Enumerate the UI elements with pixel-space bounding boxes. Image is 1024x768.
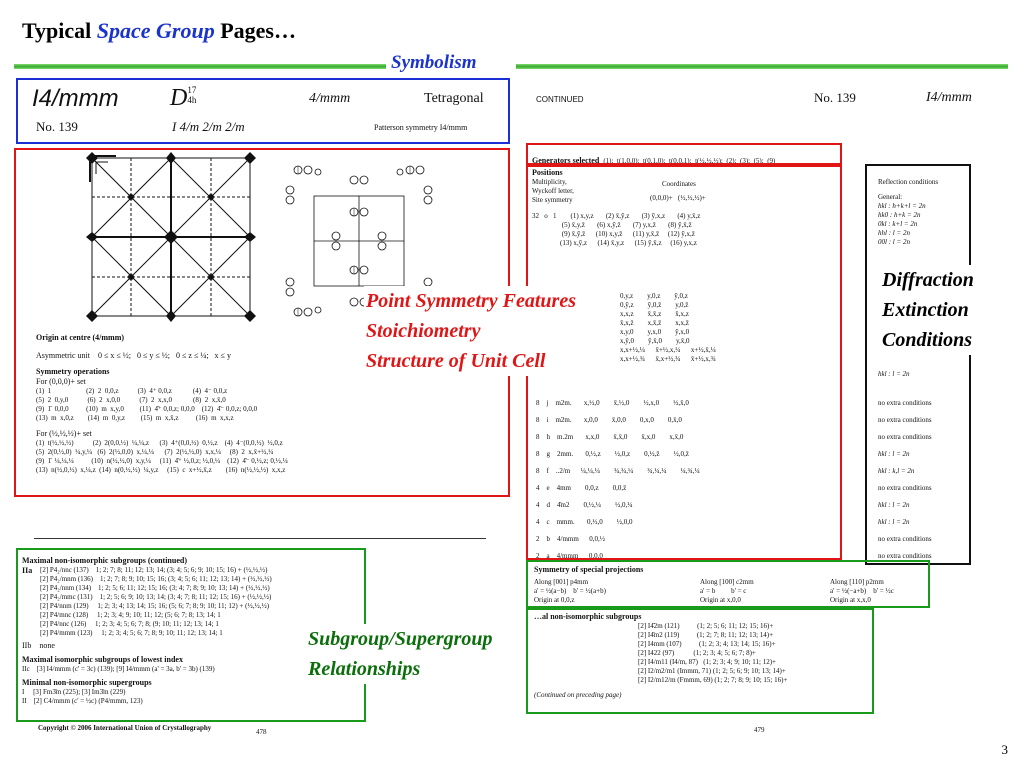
set1-line: (5) 2 0,y,0 (6) 2 x,0,0 (7) 2 x,x,0 (8) 2 x,x̄,0 (36, 396, 226, 404)
coordinates-label: Coordinates (662, 180, 696, 188)
green-divider-left (14, 64, 386, 69)
projection-110: Along [110] p2mm a' = ½(−a+b) b' = ½c Origin at x,x,0 (830, 578, 894, 604)
refl-special: hkl : l = 2n (878, 518, 910, 526)
iia-line: [2] P4/mnc (128) 1; 2; 3; 4; 9; 10; 11; 12; (5; 6; 7; 8; 13; 14; 1 (40, 611, 221, 619)
minimal-title: Minimal non-isomorphic supergroups (22, 678, 152, 687)
wyckoff-row: 8 f ..2/m ¼,¼,¼ ¾,¾,¼ ¾,¼,¼ ¼,¾,¼ (536, 467, 700, 475)
wyckoff-row: 2 b 4/mmm 0,0,½ (536, 535, 606, 543)
refl-special: no extra conditions (878, 433, 932, 441)
callout-subgroup: Subgroup/Supergroup Relationships (306, 624, 495, 684)
positions-title: Positions (532, 168, 563, 177)
iia-line: [2] P4₂/mmc (131) 1; 2; 5; 6; 9; 10; 13; 14; (3; 4; 7; 8; 11; 12; 15; 16) + (½,½,½) (40, 593, 272, 601)
hm-symbol: I4/mmm (32, 85, 119, 112)
iia-label: IIa (22, 566, 33, 575)
refl-general-label: General: (878, 193, 903, 201)
wyckoff-row: 8 h m.2m x,x,0 x̄,x̄,0 x̄,x,0 x,x̄,0 (536, 433, 684, 441)
refl-general-line: 0kl : k+l = 2n (878, 220, 918, 228)
general-line: (5) x̄,y,z̄ (6) x,ȳ,z̄ (7) y,x,z̄ (8) ȳ,x̄,z̄ (532, 221, 692, 229)
set2-line: (5) 2(0,½,0) ¼,y,¼ (6) 2(½,0,0) x,¼,¼ (7) 2(½,½,0) x,x,¼ (8) 2 x,x̄+½,¼ (36, 448, 274, 456)
projection-001: Along [001] p4mm a' = ½(a−b) b' = ½(a+b) Origin at 0,0,z (534, 578, 606, 604)
set2-line: (1) t(½,½,½) (2) 2(0,0,½) ¼,¼,z (3) 4⁺(0,0,½) 0,½,z (4) 4⁻(0,0,½) ½,0,z (36, 439, 283, 447)
projections-title: Symmetry of special projections (534, 565, 644, 574)
copyright: Copyright © 2006 International Union of Crystallography (38, 724, 212, 732)
wyckoff-row: 4 e 4mm 0,0,z 0,0,z̄ (536, 484, 627, 492)
refl-special: no extra conditions (878, 399, 932, 407)
iia-line: [2] P4₂/mnm (136) 1; 2; 7; 8; 9; 10; 15; 16; (3; 4; 5; 6; 11; 12; 13; 14) + (½,½,½) (40, 575, 272, 583)
minimal-ii: II [2] C4/mmm (c' = ½c) (P4/mmm, 123) (22, 697, 143, 705)
green-divider-right (516, 64, 1008, 69)
maximal-title: Maximal non-isomorphic subgroups (continued) (22, 556, 187, 565)
full-symbol: I 4/m 2/m 2/m (172, 119, 245, 134)
wyckoff-row: 4 c mmm. 0,½,0 ½,0,0 (536, 518, 633, 526)
subgroup-line: [2] I4mm (107) (1; 2; 3; 4; 13; 14; 15; 16)+ (638, 640, 776, 648)
subgroup-line: [2] I4/m11 (I4/m, 87) (1; 2; 3; 4; 9; 10; 11; 12)+ (638, 658, 776, 666)
projection-100: Along [100] c2mm a' = b b' = c Origin at x,0,0 (700, 578, 754, 604)
set1-title: For (0,0,0)+ set (36, 377, 86, 386)
refl-special: hkl : l = 2n (878, 450, 910, 458)
page-divider (34, 538, 486, 539)
subgroup-line: [2] I4̄2m (121) (1; 2; 5; 6; 11; 12; 15; 16)+ (638, 622, 774, 630)
partial-line: x,x+½,¾ x̄,x+½,¾ x̄+½,x,¾ (620, 355, 716, 363)
iia-line: [2] P4/nnm (129) 1; 2; 3; 4; 13; 14; 15; 16; (5; 6; 7; 8; 9; 10; 11; 12) + (½,½,½) (40, 602, 270, 610)
wyckoff-row: 2 a 4/mmm 0,0,0 (536, 552, 603, 560)
refl-general-line: hhl : l = 2n (878, 229, 910, 237)
refl-special: hkl : l = 2n (878, 501, 910, 509)
header-symbol-box (16, 78, 510, 144)
asymmetric-unit: Asymmetric unit 0 ≤ x ≤ ½; 0 ≤ y ≤ ½; 0 ≤ z ≤ ¼; x ≤ y (36, 351, 231, 360)
symmetry-ops-title: Symmetry operations (36, 367, 110, 376)
wyckoff-row: 4 d 4̄m2 0,½,¼ ½,0,¼ (536, 501, 633, 509)
subgroup-line: [2] I2/m2/m1 (Immm, 71) (1; 2; 5; 6; 9; 10; 13; 14)+ (638, 667, 786, 675)
set1-line: (1) 1 (2) 2 0,0,z (3) 4⁺ 0,0,z (4) 4⁻ 0,0,z (36, 387, 228, 395)
refl-special: no extra conditions (878, 535, 932, 543)
wyckoff-row: 8 i m2m. x,0,0 x̄,0,0 0,x,0 0,x̄,0 (536, 416, 682, 424)
generators-box (526, 143, 842, 165)
set1-line: (9) 1̄ 0,0,0 (10) m x,y,0 (11) 4̄⁺ 0,0,z; 0,0,0 (12) 4̄⁻ 0,0,z; 0,0,0 (36, 405, 258, 413)
right-hm-symbol: I4/mmm (926, 90, 972, 105)
projection-box (526, 560, 930, 608)
callout-point-symmetry: Point Symmetry Features Stoichiometry Structure of Unit Cell (364, 286, 578, 376)
point-group: 4/mmm (309, 91, 351, 106)
iia-line: [2] P4₂/nnm (134) 1; 2; 5; 6; 11; 12; 15; 16; (3; 4; 7; 8; 9; 10; 13; 14) + (½,½,½) (40, 584, 270, 592)
wyckoff-row: 8 j m2m. x,½,0 x̄,½,0 ½,x,0 ½,x̄,0 (536, 399, 689, 407)
sg-number: No. 139 (36, 119, 78, 134)
iia-line: [2] P4₂/nnc (137) 1; 2; 7; 8; 11; 12; 13; 14; (3; 4; 5; 6; 9; 10; 15; 16) + (½,½,½) (40, 566, 268, 574)
crystal-system: Tetragonal (424, 91, 484, 106)
partial-line: x,x+½,¼ x̄+½,x,¼ x+½,x̄,¼ (620, 346, 716, 354)
refl-special: no extra conditions (878, 484, 932, 492)
callout-diffraction: Diffraction Extinction Conditions (880, 265, 976, 355)
generators-list: (1); t(1,0,0); t(0,1,0); t(0,0,1); t(½,½,½); (2); (3); (5); (9) (603, 157, 776, 165)
partial-line: x,x,z x̄,x̄,z x̄,x,z (620, 310, 689, 318)
symbolism-label: Symbolism (391, 52, 477, 73)
refl-special: hkl : k,l = 2n (878, 467, 915, 475)
subgroup-line: [2] I4̄m2 (119) (1; 2; 7; 8; 11; 12; 13; 14)+ (638, 631, 774, 639)
multiplicity-text: Multiplicity, Wyckoff letter, Site symmetry (532, 178, 574, 204)
continued-label: CONTINUED (536, 95, 584, 104)
iia-line: [2] P4/mmm (123) 1; 2; 3; 4; 5; 6; 7; 8; 9; 10; 11; 12; 13; 14; 1 (40, 629, 223, 637)
iib-line: IIb none (22, 641, 55, 650)
refl-general-line: hkl : h+k+l = 2n (878, 202, 926, 210)
general-line: (9) x̄,ȳ,z̄ (10) x,y,z̄ (11) y,x̄,z̄ (12) ȳ,x,z̄ (532, 230, 695, 238)
iic-line: IIc [3] I4/mmm (c' = 3c) (139); [9] I4/mmm (a' = 3a, b' = 3b) (139) (22, 665, 215, 673)
origin-line: Origin at centre (4/mmm) (36, 333, 125, 342)
refl-title: Reflection conditions (878, 178, 939, 186)
title-highlight: Space Group (96, 18, 215, 43)
partial-line: x,ȳ,0 ȳ,x̄,0 y,x̄,0 (620, 337, 690, 345)
partial-line: 0,y,z y,0,z ȳ,0,z (620, 292, 688, 300)
continued-on: (Continued on preceding page) (534, 691, 622, 699)
title-suffix: Pages… (214, 18, 296, 43)
wyckoff-row: 8 g 2mm. 0,½,z ½,0,z 0,½,z̄ ½,0,z̄ (536, 450, 689, 458)
right-sg-number: No. 139 (814, 90, 856, 105)
right-page-number: 479 (754, 726, 765, 734)
refl-general-line: 00l : l = 2n (878, 238, 910, 246)
subgroup-box-right (526, 608, 874, 714)
iia-line: [2] P4/nnc (126) 1; 2; 3; 4; 5; 6; 7; 8; (9; 10; 11; 12; 13; 14; 1 (40, 620, 219, 628)
set2-title: For (½,½,½)+ set (36, 429, 92, 438)
subgroups-title: …al non-isomorphic subgroups (534, 612, 642, 621)
coordinates-set: (0,0,0)+ (½,½,½)+ (650, 194, 706, 202)
slide-number: 3 (1001, 742, 1008, 757)
refl-special: hkl : l = 2n (878, 370, 910, 378)
partial-line: 0,ȳ,z ȳ,0,z̄ y,0,z̄ (620, 301, 689, 309)
set1-line: (13) m x,0,z (14) m 0,y,z (15) m x,x̄,z (16) m x,x,z (36, 414, 234, 422)
partial-line: x̄,x,z̄ x,x̄,z̄ x,x,z̄ (620, 319, 689, 327)
general-line: 32 o 1 (1) x,y,z (2) x̄,ȳ,z (3) ȳ,x,z (4) y,x̄,z (532, 212, 701, 220)
set2-line: (9) 1̄ ¼,¼,¼ (10) n(½,½,0) x,y,¼ (11) 4̄⁺ ½,0,z; ½,0,¼ (12) 4̄⁻ 0,½,z; 0,½,¼ (36, 457, 288, 465)
general-line: (13) x,ȳ,z (14) x̄,y,z (15) ȳ,x̄,z (16) y,x,z (532, 239, 697, 247)
left-page-number: 478 (256, 728, 267, 736)
subgroup-line: [2] I2/m12/m (Fmmm, 69) (1; 2; 7; 8; 9; 10; 15; 16)+ (638, 676, 788, 684)
slide-title (22, 18, 296, 44)
reflection-box (865, 164, 971, 565)
title-prefix: Typical (22, 18, 97, 43)
partial-line: x,y,0 y,x,0 ȳ,x,0 (620, 328, 690, 336)
schoenflies-symbol: D 17 4h (170, 85, 197, 111)
refl-general-line: hk0 : h+k = 2n (878, 211, 921, 219)
patterson-symmetry: Patterson symmetry I4/mmm (374, 123, 468, 132)
refl-special: no extra conditions (878, 552, 932, 560)
minimal-i: I [3] Fm3̄m (225); [3] Im3̄m (229) (22, 688, 126, 696)
refl-special: no extra conditions (878, 416, 932, 424)
lowest-title: Maximal isomorphic subgroups of lowest index (22, 655, 183, 664)
set2-line: (13) n(½,0,½) x,¼,z (14) n(0,½,½) ¼,y,z (15) c x+½,x̄,z (16) n(½,½,½) x,x,z (36, 466, 286, 474)
subgroup-line: [2] I422 (97) (1; 2; 3; 4; 5; 6; 7; 8)+ (638, 649, 756, 657)
generators-label: Generators selected (532, 156, 600, 165)
